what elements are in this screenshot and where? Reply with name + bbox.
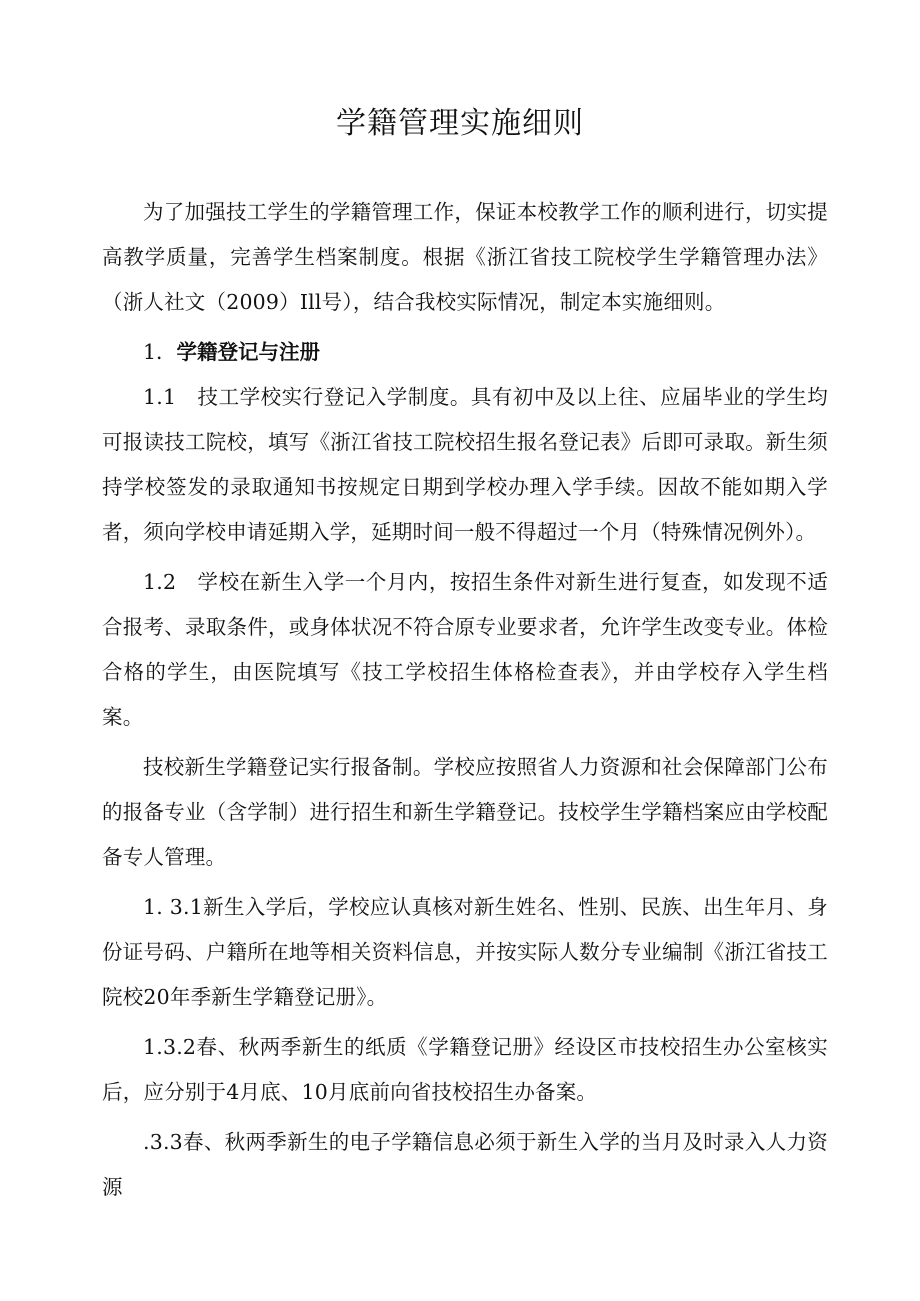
paragraph-1-2: 1.2 学校在新生入学一个月内，按招生条件对新生进行复查，如发现不适合报考、录取条件，或身体状况不符合原专业要求者，允许学生改变专业。体检合格的学生，由医院填写《技工学校招生体格检查表》，并由学校存入学生档案。	[102, 570, 828, 729]
paragraph-1-3-2: 1.3.2春、秋两季新生的纸质《学籍登记册》经设区市技校招生办公室核实后，应分别于4月底、10月底前向省技校招生办备案。	[102, 1035, 828, 1104]
section-number: 1．	[143, 340, 177, 364]
document-body	[102, 190, 828, 1210]
paragraph-1-1: 1.1 技工学校实行登记入学制度。具有初中及以上往、应届毕业的学生均可报读技工院校，填写《浙江省技工院校招生报名登记表》后即可录取。新生须持学校签发的录取通知书按规定日期到学校办理入学手续。因故不能如期入学者，须向学校申请延期入学，延期时间一般不得超过一个月（特殊情况例外）。	[102, 385, 828, 544]
paragraph-1-3-3: .3.3春、秋两季新生的电子学籍信息必须于新生入学的当月及时录入人力资源	[102, 1130, 828, 1199]
section-title: 学籍登记与注册	[176, 340, 321, 364]
paragraph-registration: 技校新生学籍登记实行报备制。学校应按照省人力资源和社会保障部门公布的报备专业（含学制）进行招生和新生学籍登记。技校学生学籍档案应由学校配备专人管理。	[102, 755, 828, 869]
section-heading-1	[102, 330, 828, 375]
intro-paragraph: 为了加强技工学生的学籍管理工作，保证本校教学工作的顺利进行，切实提高教学质量，完善学生档案制度。根据《浙江省技工院校学生学籍管理办法》（浙人社文（2009）Ill号），结合我校实际情况，制定本实施细则。	[102, 200, 828, 314]
paragraph-1-3-1: 1. 3.1新生入学后，学校应认真核对新生姓名、性别、民族、出生年月、身份证号码、户籍所在地等相关资料信息，并按实际人数分专业编制《浙江省技工院校20年季新生学籍登记册》。	[102, 895, 828, 1009]
document-title: 学籍管理实施细则	[336, 106, 584, 141]
